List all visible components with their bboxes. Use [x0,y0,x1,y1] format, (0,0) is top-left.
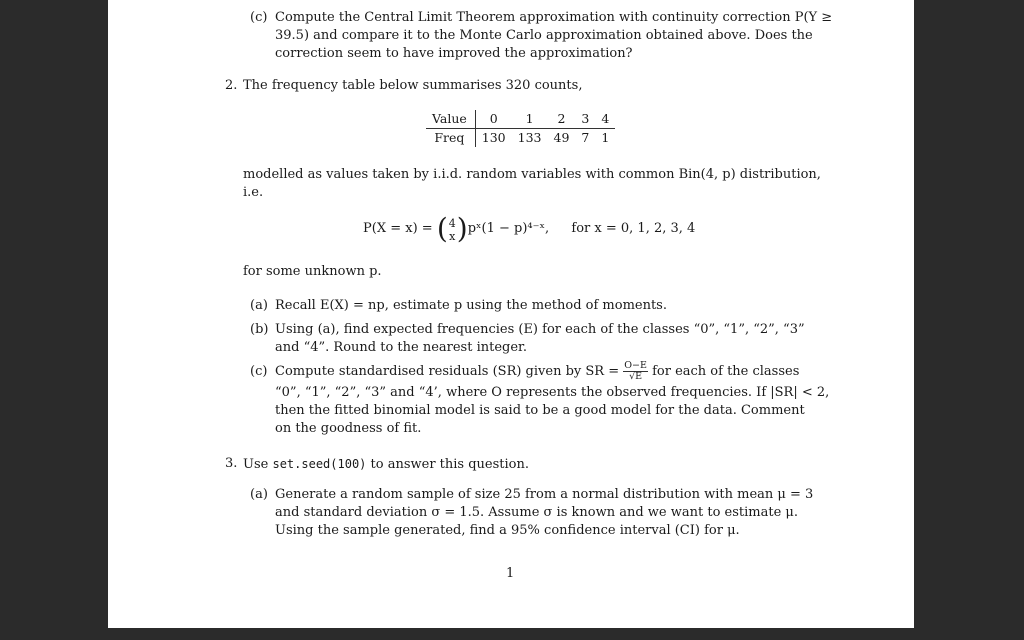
frequency-table [426,110,615,147]
q2-number: 2. [225,78,238,93]
table-cell: 133 [517,130,542,145]
q2b-line1: Using (a), find expected frequencies (E) for each of the classes “0”, “1”, “2”, “3” [275,322,805,337]
q1c-line1: Compute the Central Limit Theorem approximation with continuity correction P(Y ≥ [275,10,833,25]
q2c-line1-post: for each of the classes [652,364,800,379]
q3-number: 3. [225,456,238,471]
q2c-line2: “0”, “1”, “2”, “3” and “4’, where O represents the observed frequencies. If |SR| < 2, [275,385,830,400]
q2b-label: (b) [250,322,269,337]
q2-unknown: for some unknown p. [243,264,382,279]
formula-range: for x = 0, 1, 2, 3, 4 [571,221,696,236]
table-cell: 1 [601,130,610,145]
q3a-line2: and standard deviation σ = 1.5. Assume σ is known and we want to estimate μ. [275,505,798,520]
table-row-freqs [426,129,615,148]
binomial-pmf-formula [363,212,695,246]
q3a-label: (a) [250,487,268,502]
q1c-line3: correction seem to have improved the approximation? [275,46,633,61]
document-page [108,0,914,628]
table-header-freq: Freq [426,129,475,148]
formula-rhs: pˣ(1 − p)⁴⁻ˣ, [467,221,550,236]
q2-intro: The frequency table below summarises 320 counts, [243,78,583,93]
q2b-line2: and “4”. Round to the nearest integer. [275,340,527,355]
table-cell: 49 [553,130,570,145]
q2c-line1-pre: Compute standardised residuals (SR) given by SR = [275,364,620,379]
q3-intro [243,455,529,474]
binomial-coefficient: ( 4 x ) [436,211,468,245]
formula-lhs: P(X = x) = [363,221,433,236]
code-set-seed: set.seed(100) [272,457,367,471]
q1c-label: (c) [250,10,268,25]
table-row-values [426,110,615,129]
binom-bottom: x [449,230,456,243]
q2c-label: (c) [250,364,268,379]
q3a-line3: Using the sample generated, find a 95% confidence interval (CI) for μ. [275,523,740,538]
sr-fraction-numerator: O−E [624,360,647,371]
sr-fraction [623,361,648,382]
table-header-value: Value [426,110,475,129]
q2c-line4: on the goodness of fit. [275,421,422,436]
binom-top: 4 [448,217,456,230]
q3-intro-post: to answer this question. [370,457,530,472]
table-cell: 1 [512,110,548,129]
table-cell: 4 [595,110,615,129]
q3-intro-pre: Use [243,457,269,472]
table-cell: 2 [548,110,576,129]
q2-model-line1: modelled as values taken by i.i.d. random variables with common Bin(4, p) distribution, [243,167,821,182]
table-cell: 3 [575,110,595,129]
q2a-line1: Recall E(X) = np, estimate p using the method of moments. [275,298,667,313]
table-cell: 7 [581,130,590,145]
q2a-label: (a) [250,298,268,313]
q1c-line2: 39.5) and compare it to the Monte Carlo approximation obtained above. Does the [275,28,813,43]
sr-fraction-denominator: √E [629,371,643,382]
q3a-line1: Generate a random sample of size 25 from a normal distribution with mean μ = 3 [275,487,814,502]
q2c-line3: then the fitted binomial model is said to be a good model for the data. Comment [275,403,805,418]
page-number: 1 [506,566,515,581]
table-cell: 0 [475,110,511,129]
table-cell: 130 [481,130,506,145]
q2c-line1 [275,360,799,384]
q2-model-line2: i.e. [243,185,264,200]
